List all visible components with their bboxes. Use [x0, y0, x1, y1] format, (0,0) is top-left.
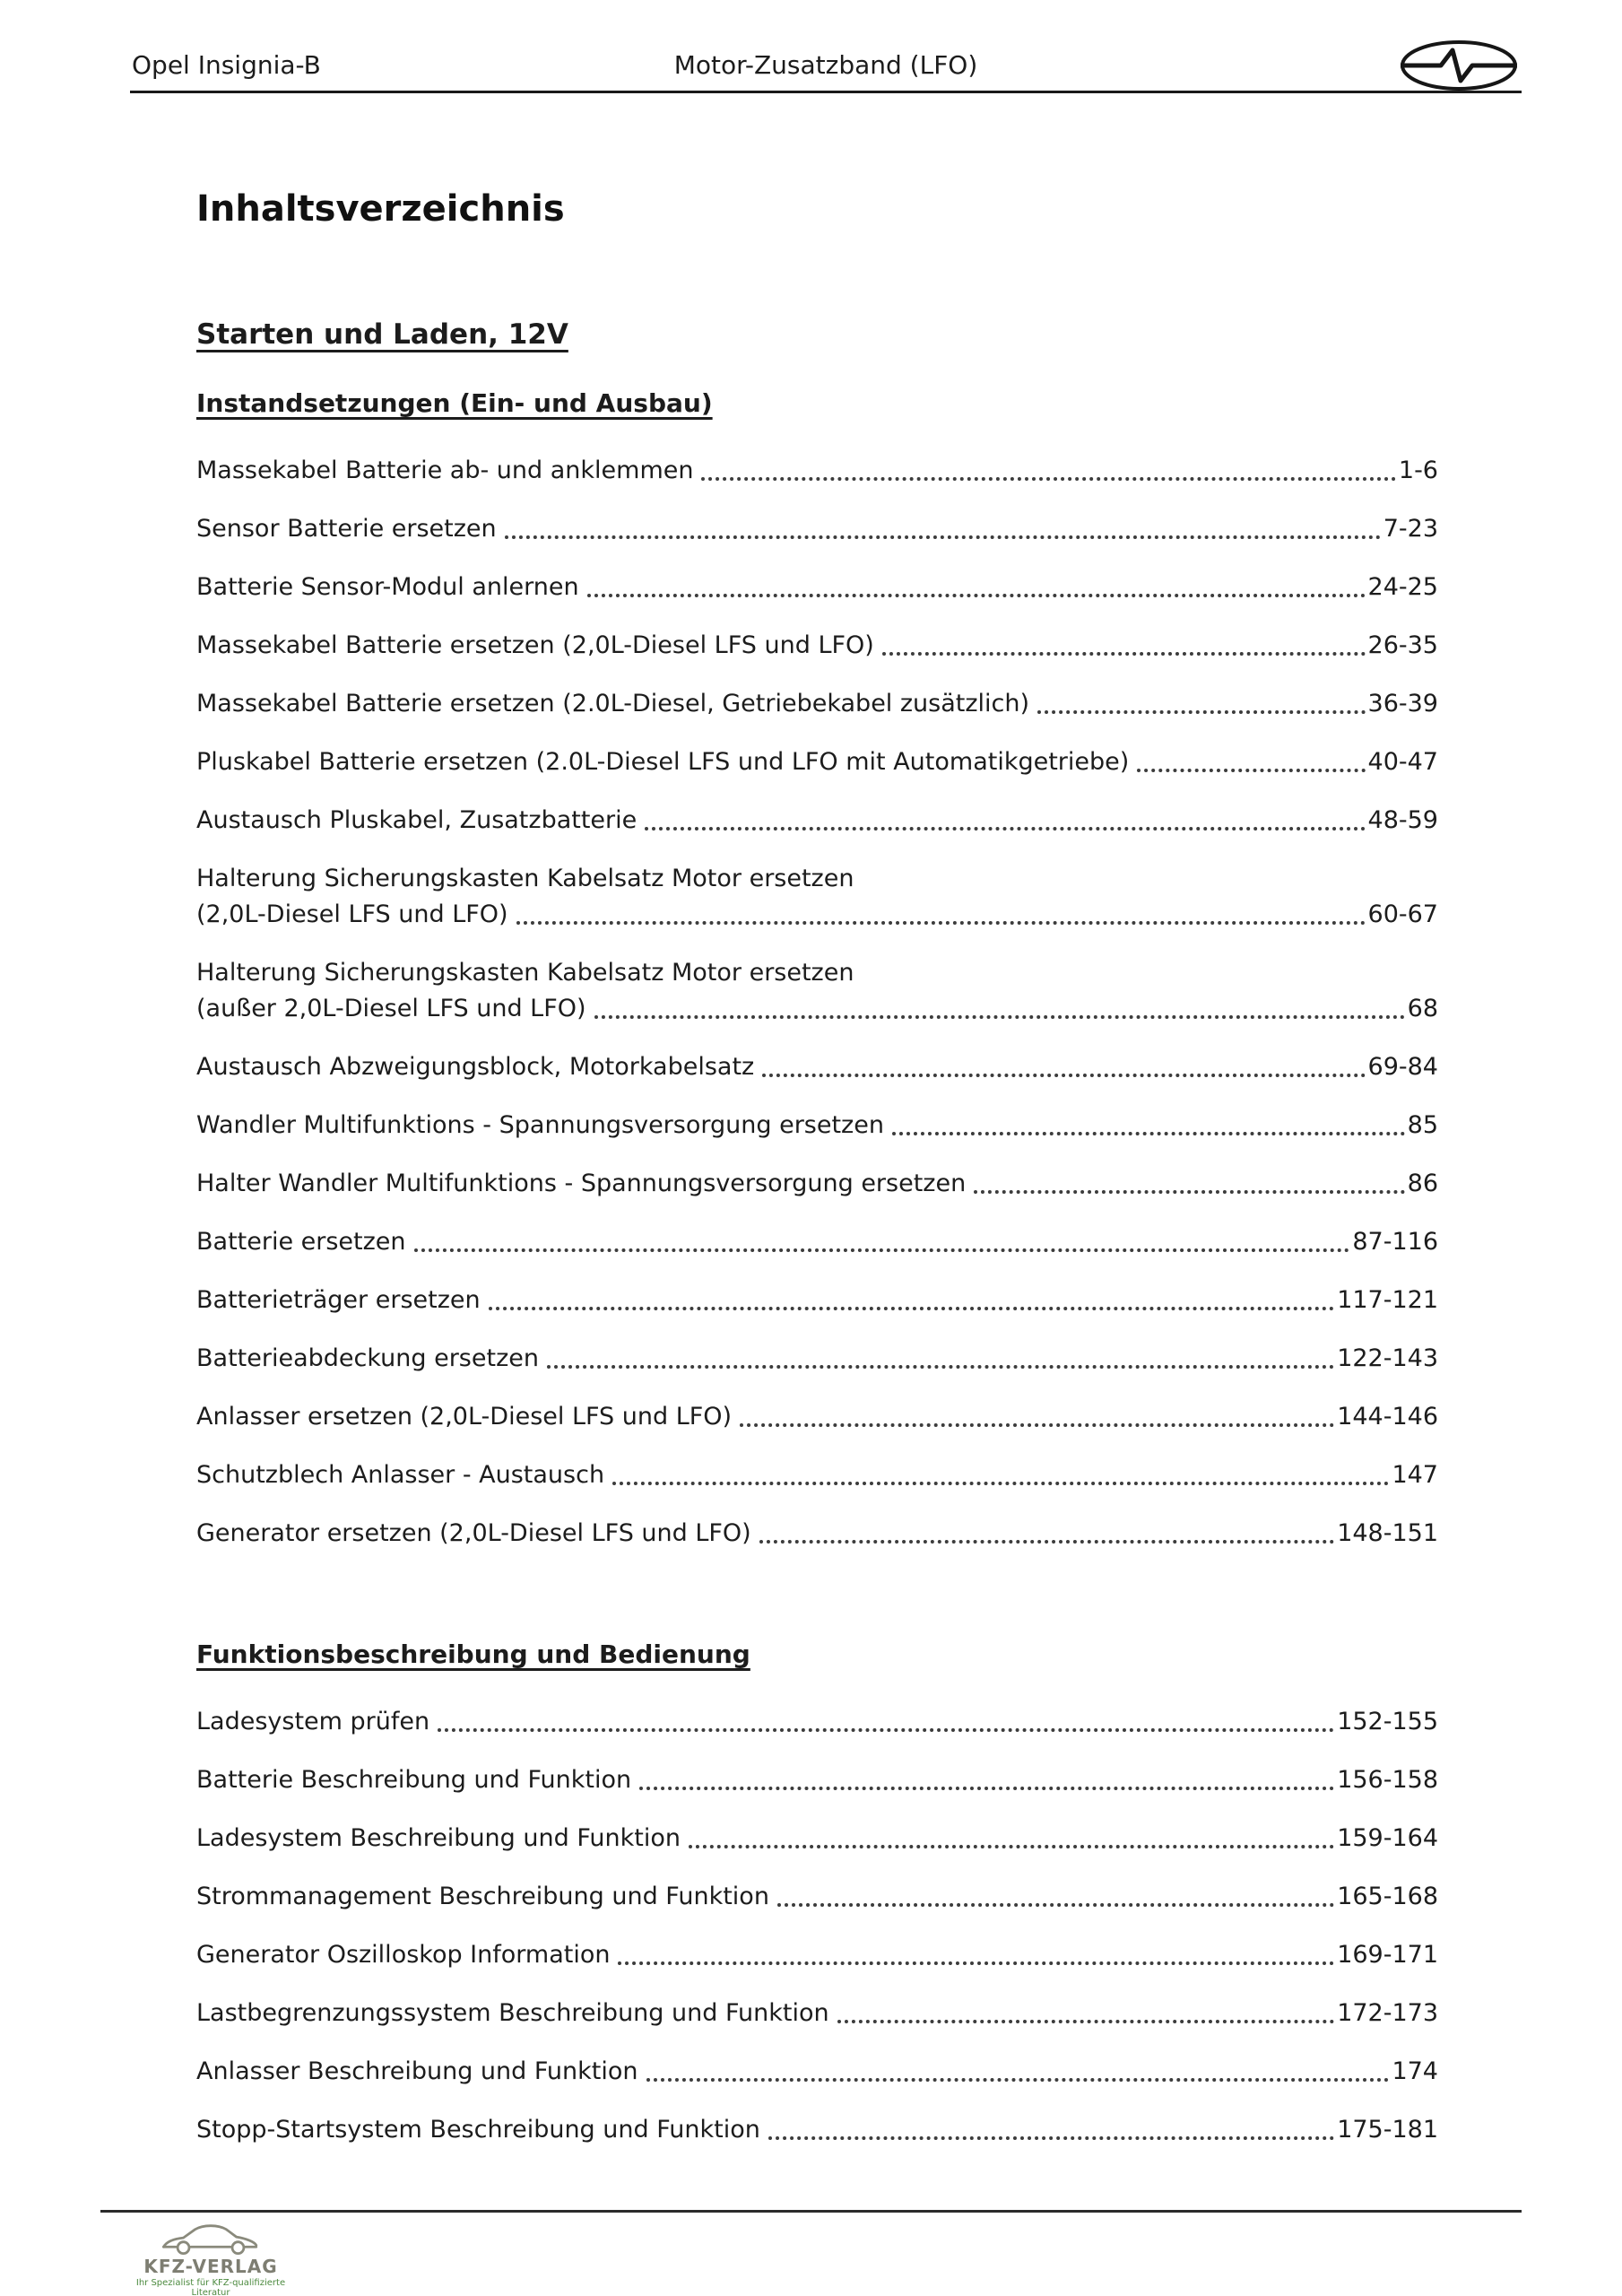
- toc-row: [196, 1996, 1438, 2031]
- toc-entry-title: Strommanagement Beschreibung und Funktion: [196, 1883, 769, 1910]
- toc-entry-title: Halterung Sicherungskasten Kabelsatz Motor ersetzen: [196, 865, 854, 892]
- toc-row: [196, 1341, 1438, 1377]
- toc-entry-pages: 60-67: [1367, 900, 1438, 928]
- toc-item: [196, 453, 1438, 489]
- dot-leader: [612, 1482, 1389, 1485]
- car-outline-icon: [117, 2220, 305, 2257]
- subsection-heading: Funktionsbeschreibung und Bedienung: [196, 1639, 750, 1669]
- dot-leader: [516, 921, 1366, 925]
- page-title: Inhaltsverzeichnis: [196, 188, 565, 230]
- toc-entry-title: Massekabel Batterie ab- und anklemmen: [196, 457, 694, 484]
- toc-entry-title: Batterie Sensor-Modul anlernen: [196, 573, 579, 601]
- dot-leader: [639, 1787, 1334, 1790]
- toc-item: [196, 2054, 1438, 2090]
- toc-item: [196, 1516, 1438, 1552]
- toc-entry-title: Halter Wandler Multifunktions - Spannungsversorgung ersetzen: [196, 1170, 967, 1197]
- toc-entry-pages: 1-6: [1398, 457, 1438, 484]
- toc-item: [196, 1049, 1438, 1085]
- toc-item: [196, 1704, 1438, 1740]
- toc-entry-pages: 40-47: [1367, 748, 1438, 776]
- toc-entry-title: Austausch Abzweigungsblock, Motorkabelsatz: [196, 1053, 755, 1081]
- toc-item: [196, 686, 1438, 722]
- toc-entry-pages: 7-23: [1383, 515, 1438, 543]
- toc-item: [196, 1937, 1438, 1973]
- toc-entry-pages: 117-121: [1337, 1286, 1438, 1314]
- toc-entry-pages: 26-35: [1367, 631, 1438, 659]
- toc-entry-title: Anlasser ersetzen (2,0L-Diesel LFS und LFO): [196, 1403, 733, 1431]
- toc-row: [196, 1821, 1438, 1857]
- toc-row: [196, 1283, 1438, 1318]
- toc-entry-title: (außer 2,0L-Diesel LFS und LFO): [196, 995, 586, 1022]
- toc-row: [196, 2112, 1438, 2148]
- dot-leader: [438, 1728, 1334, 1732]
- toc-item: [196, 628, 1438, 664]
- toc-row: [196, 628, 1438, 664]
- toc-item: [196, 570, 1438, 605]
- toc-entry-pages: 24-25: [1367, 573, 1438, 601]
- toc-row: [196, 686, 1438, 722]
- dot-leader: [547, 1365, 1334, 1369]
- toc-entry-pages: 156-158: [1337, 1766, 1438, 1794]
- publisher-tagline: Ihr Spezialist für KFZ-qualifizierte Literatur: [135, 2278, 286, 2296]
- toc-item: [196, 511, 1438, 547]
- toc-item: [196, 1224, 1438, 1260]
- toc-item: [196, 1821, 1438, 1857]
- toc-item: [196, 1166, 1438, 1202]
- toc-entry-title: Austausch Pluskabel, Zusatzbatterie: [196, 806, 638, 834]
- page-footer: [100, 2210, 1522, 2296]
- toc-item: [196, 1762, 1438, 1798]
- toc-item: [196, 803, 1438, 839]
- toc-row: [196, 1937, 1438, 1973]
- publisher-name: KFZ-VERLAG: [143, 2256, 278, 2277]
- opel-blitz-logo-icon: [1396, 37, 1522, 94]
- subsection-heading: Instandsetzungen (Ein- und Ausbau): [196, 388, 713, 418]
- dot-leader: [618, 1961, 1334, 1965]
- toc-entry-pages: 147: [1392, 1461, 1438, 1489]
- toc-row: [196, 897, 1438, 933]
- dot-leader: [587, 594, 1366, 597]
- dot-leader: [646, 2078, 1390, 2082]
- dot-leader: [759, 1540, 1334, 1544]
- dot-leader: [740, 1423, 1334, 1427]
- toc-entry-pages: 86: [1407, 1170, 1438, 1197]
- toc-item: [196, 1996, 1438, 2031]
- toc-entry-title: Anlasser Beschreibung und Funktion: [196, 2057, 638, 2085]
- toc-entry-pages: 85: [1407, 1111, 1438, 1139]
- dot-leader: [837, 2020, 1335, 2023]
- toc-item: [196, 1283, 1438, 1318]
- toc-row: [196, 511, 1438, 547]
- toc-item: [196, 861, 1438, 933]
- toc-item: [196, 1879, 1438, 1915]
- toc-entry-pages: 175-181: [1337, 2116, 1438, 2144]
- toc-entry-title: Ladesystem Beschreibung und Funktion: [196, 1824, 681, 1852]
- toc-row: [196, 1166, 1438, 1202]
- header-document-title: Motor-Zusatzband (LFO): [673, 50, 978, 80]
- toc-row: [196, 1224, 1438, 1260]
- toc-row: [196, 2054, 1438, 2090]
- toc-entry-title: Massekabel Batterie ersetzen (2,0L-Diesel LFS und LFO): [196, 631, 874, 659]
- toc-row: [196, 1399, 1438, 1435]
- toc-row: [196, 1879, 1438, 1915]
- toc-entry-pages: 172-173: [1337, 1999, 1438, 2027]
- toc-row: [196, 1704, 1438, 1740]
- toc-entry-title: Batterie ersetzen: [196, 1228, 406, 1256]
- toc-entry-title: Massekabel Batterie ersetzen (2.0L-Diesel, Getriebekabel zusätzlich): [196, 690, 1030, 718]
- toc-entry-pages: 152-155: [1337, 1708, 1438, 1735]
- toc-row: [196, 570, 1438, 605]
- toc-row: [196, 803, 1438, 839]
- toc-item: [196, 1341, 1438, 1377]
- toc-entry-pages: 87-116: [1352, 1228, 1438, 1256]
- toc-entry-title: Stopp-Startsystem Beschreibung und Funktion: [196, 2116, 760, 2144]
- toc-entry-title: (2,0L-Diesel LFS und LFO): [196, 900, 508, 928]
- toc-entry-pages: 165-168: [1337, 1883, 1438, 1910]
- toc-entry-pages: 36-39: [1367, 690, 1438, 718]
- toc-list: [196, 453, 1438, 1552]
- toc-row: [196, 744, 1438, 780]
- toc-list: [196, 1704, 1438, 2148]
- toc-entry-title: Generator ersetzen (2,0L-Diesel LFS und LFO): [196, 1519, 751, 1547]
- toc-row: [196, 1762, 1438, 1798]
- dot-leader: [974, 1190, 1404, 1194]
- dot-leader: [489, 1307, 1335, 1310]
- page-header: [130, 0, 1522, 93]
- dot-leader: [768, 2136, 1334, 2140]
- toc-item: [196, 1399, 1438, 1435]
- table-of-contents: [196, 387, 1438, 2148]
- toc-entry-pages: 159-164: [1337, 1824, 1438, 1852]
- dot-leader: [645, 827, 1365, 831]
- dot-leader: [414, 1248, 1350, 1252]
- toc-entry-title: Halterung Sicherungskasten Kabelsatz Motor ersetzen: [196, 959, 854, 987]
- chapter-heading: Starten und Laden, 12V: [196, 318, 568, 351]
- dot-leader: [777, 1903, 1334, 1907]
- publisher-logo: [117, 2220, 305, 2296]
- toc-entry-pages: 48-59: [1367, 806, 1438, 834]
- toc-entry-title: Batterieträger ersetzen: [196, 1286, 481, 1314]
- toc-entry-title: Generator Oszilloskop Information: [196, 1941, 611, 1969]
- dot-leader: [882, 652, 1366, 656]
- toc-entry-title: Pluskabel Batterie ersetzen (2.0L-Diesel LFS und LFO mit Automatikgetriebe): [196, 748, 1130, 776]
- dot-leader: [762, 1074, 1365, 1077]
- toc-item: [196, 1457, 1438, 1493]
- toc-row: [196, 453, 1438, 489]
- toc-row: [196, 1049, 1438, 1085]
- toc-item: [196, 744, 1438, 780]
- toc-entry-title: Sensor Batterie ersetzen: [196, 515, 497, 543]
- toc-item: [196, 1108, 1438, 1144]
- dot-leader: [892, 1132, 1405, 1135]
- toc-entry-title: Batterieabdeckung ersetzen: [196, 1344, 539, 1372]
- toc-entry-title: Batterie Beschreibung und Funktion: [196, 1766, 632, 1794]
- toc-entry-title: Schutzblech Anlasser - Austausch: [196, 1461, 605, 1489]
- dot-leader: [1137, 769, 1365, 772]
- dot-leader: [505, 535, 1381, 539]
- toc-entry-title: Wandler Multifunktions - Spannungsversorgung ersetzen: [196, 1111, 884, 1139]
- toc-row: [196, 1108, 1438, 1144]
- toc-content: [196, 96, 1438, 2170]
- dot-leader: [1037, 710, 1365, 714]
- toc-row: [196, 991, 1438, 1027]
- toc-entry-title: Lastbegrenzungssystem Beschreibung und Funktion: [196, 1999, 829, 2027]
- toc-entry-pages: 169-171: [1337, 1941, 1438, 1969]
- toc-entry-pages: 69-84: [1367, 1053, 1438, 1081]
- header-model-name: Opel Insignia-B: [132, 50, 321, 80]
- dot-leader: [689, 1845, 1334, 1848]
- toc-item: [196, 955, 1438, 1027]
- toc-entry-pages: 148-151: [1337, 1519, 1438, 1547]
- toc-entry-pages: 68: [1407, 995, 1438, 1022]
- dot-leader: [594, 1015, 1405, 1019]
- toc-entry-pages: 174: [1392, 2057, 1438, 2085]
- dot-leader: [701, 477, 1395, 481]
- toc-entry-pages: 144-146: [1337, 1403, 1438, 1431]
- toc-entry-title: Ladesystem prüfen: [196, 1708, 430, 1735]
- toc-row: [196, 1516, 1438, 1552]
- toc-row: [196, 1457, 1438, 1493]
- toc-entry-pages: 122-143: [1337, 1344, 1438, 1372]
- toc-item: [196, 2112, 1438, 2148]
